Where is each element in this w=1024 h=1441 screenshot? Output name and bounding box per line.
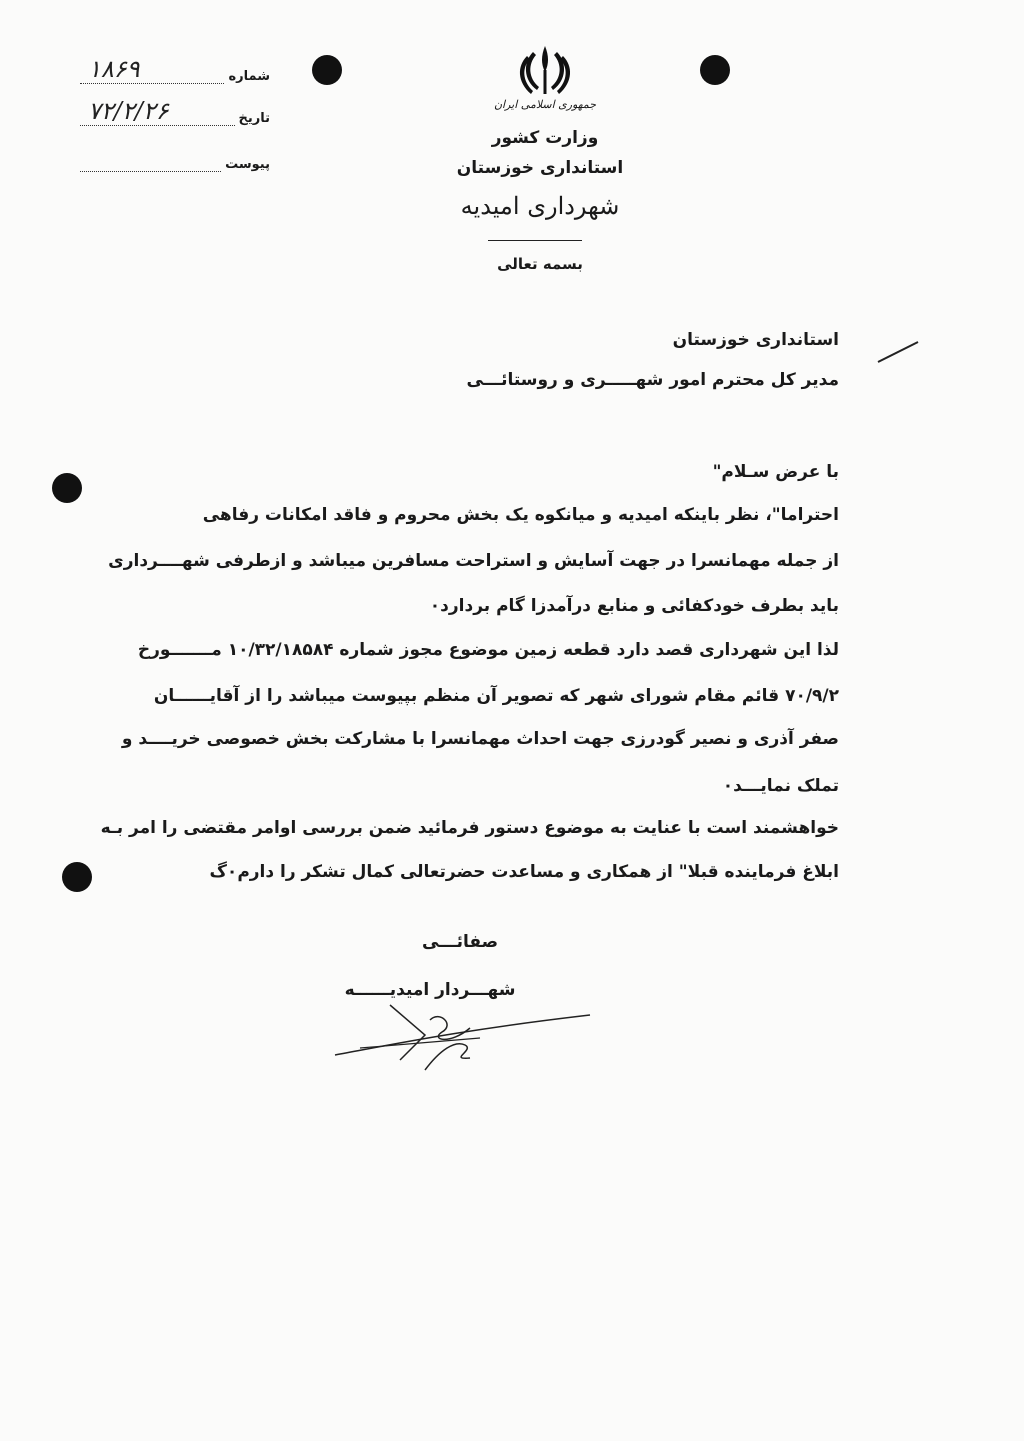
signatory-name: صفائـــی xyxy=(421,932,499,952)
attachment-field xyxy=(80,146,270,172)
iran-emblem-icon xyxy=(515,42,575,98)
body-line: صفر آذری و نصیر گودرزی جهت احداث مهمانسرا با مشارکت بخش خصوصی خریــــد و xyxy=(121,729,839,749)
date-field xyxy=(80,97,270,126)
greeting: با عرض سـلام" xyxy=(712,462,839,482)
number-value: ۱۸۶۹ xyxy=(88,55,140,83)
invocation: بسمه تعالی xyxy=(497,255,583,273)
body-line: خواهشمند است با عنایت به موضوع دستور فرمائید ضمن بررسی اوامر مقتضی را امر بـه xyxy=(100,818,839,838)
date-line xyxy=(80,97,235,126)
date-label: تاریخ xyxy=(238,111,270,126)
number-line xyxy=(80,55,224,84)
date-value: ۷۲/۲/۲۶ xyxy=(88,97,169,125)
governorate-title: استانداری خوزستان xyxy=(456,158,624,178)
punch-hole xyxy=(62,862,92,892)
recipient-line-1: استانداری خوزستان xyxy=(672,330,839,350)
body-line: لذا این شهرداری قصد دارد قطعه زمین موضوع مجوز شماره ۱۰/۳۲/۱۸۵۸۴ مـــــــورخ xyxy=(137,640,839,660)
emblem-caption: جمهوری اسلامی ایران xyxy=(493,98,597,111)
recipient-line-2: مدیر کل محترم امور شهـــــری و روستائـــی xyxy=(466,370,839,390)
body-line: از جمله مهمانسرا در جهت آسایش و استراحت مسافرین میباشد و ازطرفی شهــــرداری xyxy=(108,551,839,571)
punch-hole xyxy=(312,55,342,85)
title-divider xyxy=(488,240,582,241)
punch-hole xyxy=(700,55,730,85)
ministry-title: وزارت کشور xyxy=(491,128,599,148)
handwritten-signature xyxy=(330,1000,600,1080)
punch-hole xyxy=(52,473,82,503)
attachment-line xyxy=(80,153,221,172)
margin-pen-mark xyxy=(876,340,920,364)
number-label: شماره xyxy=(228,69,270,84)
municipality-title: شهرداری امیدیه xyxy=(460,192,620,220)
body-line: ابلاغ فرماینده قبلا" از همکاری و مساعدت حضرتعالی کمال تشکر را دارم٠گ xyxy=(209,862,839,882)
body-line: احتراما"، نظر باینکه امیدیه و میانکوه یک بخش محروم و فاقد امکانات رفاهی xyxy=(202,505,839,525)
body-line: باید بطرف خودکفائی و منابع درآمدزا گام بردارد٠ xyxy=(429,596,839,616)
number-field xyxy=(80,55,270,84)
signatory-title: شهـــردار امیدیــــــه xyxy=(344,980,516,1000)
attachment-label: پیوست xyxy=(225,157,270,172)
body-line: تملک نمایـــد٠ xyxy=(722,776,839,796)
body-line: ۷۰/۹/۲ قائم مقام شورای شهر که تصویر آن منظم بپیوست میباشد را از آقایــــــان xyxy=(153,686,839,706)
